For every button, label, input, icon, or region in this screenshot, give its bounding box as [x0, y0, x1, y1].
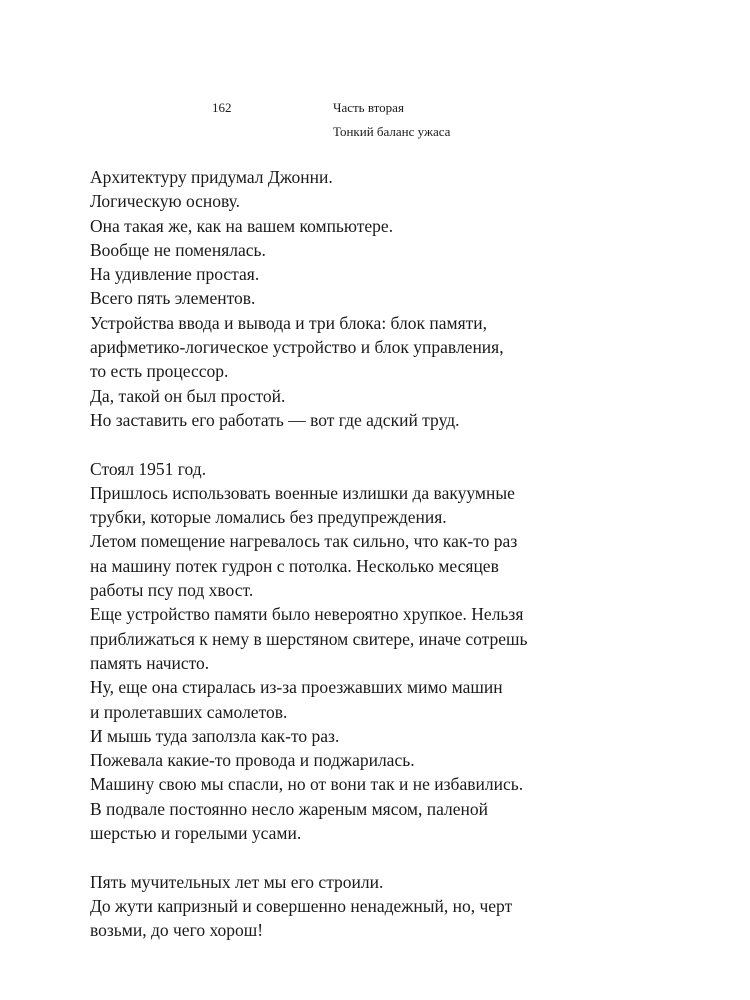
text-line: Архитектуру придумал Джонни.	[90, 167, 333, 187]
stanza	[90, 870, 710, 943]
text-line: Летом помещение нагревалось так сильно, что как-то раз	[90, 531, 518, 552]
text-line: Ну, еще она стиралась из-за проезжавших мимо машин	[90, 677, 503, 698]
page-number: 162	[212, 100, 232, 115]
body-text	[90, 165, 710, 943]
text-line: шерстью и горелыми усами.	[90, 823, 302, 844]
text-line: и пролетавших самолетов.	[90, 701, 288, 722]
text-line: Стоял 1951 год.	[90, 458, 207, 479]
stanza	[90, 457, 710, 846]
text-line: трубки, которые ломались без предупреждения.	[90, 507, 447, 528]
text-line: И мышь туда заползла как-то раз.	[90, 725, 340, 746]
text-line: Вообще не поменялась.	[90, 239, 266, 260]
text-line: Всего пять элементов.	[90, 288, 256, 309]
text-line: работы псу под хвост.	[90, 580, 254, 601]
text-line: Еще устройство памяти было невероятно хрупкое. Нельзя	[90, 604, 524, 625]
text-line: Пять мучительных лет мы его строили.	[90, 871, 384, 892]
text-line: приближаться к нему в шерстяном свитере, иначе сотрешь	[90, 628, 528, 649]
text-line: Она такая же, как на вашем компьютере.	[90, 215, 394, 236]
text-line: Но заставить его работать — вот где адский труд.	[90, 409, 460, 430]
part-title: Часть вторая	[333, 100, 404, 115]
text-line: До жути капризный и совершенно ненадежный, но, черт	[90, 895, 513, 916]
stanza	[90, 165, 710, 432]
text-line: Логическую основу.	[90, 191, 241, 212]
text-line: На удивление простая.	[90, 264, 260, 285]
text-line: В подвале постоянно несло жареным мясом, паленой	[90, 798, 488, 819]
text-line: арифметико-логическое устройство и блок управления,	[90, 337, 504, 358]
text-line: память начисто.	[90, 652, 210, 673]
text-line: Машину свою мы спасли, но от вони так и не избавились.	[90, 774, 524, 795]
text-line: Устройства ввода и вывода и три блока: блок памяти,	[90, 312, 488, 333]
text-line: Да, такой он был простой.	[90, 385, 286, 406]
text-line: на машину потек гудрон с потолка. Несколько месяцев	[90, 555, 499, 576]
text-line: то есть процессор.	[90, 361, 229, 382]
chapter-title: Тонкий баланс ужаса	[333, 124, 451, 139]
text-line: возьми, до чего хорош!	[90, 920, 264, 941]
text-line: Пришлось использовать военные излишки да вакуумные	[90, 482, 515, 503]
text-line: Пожевала какие-то провода и поджарилась.	[90, 750, 415, 771]
